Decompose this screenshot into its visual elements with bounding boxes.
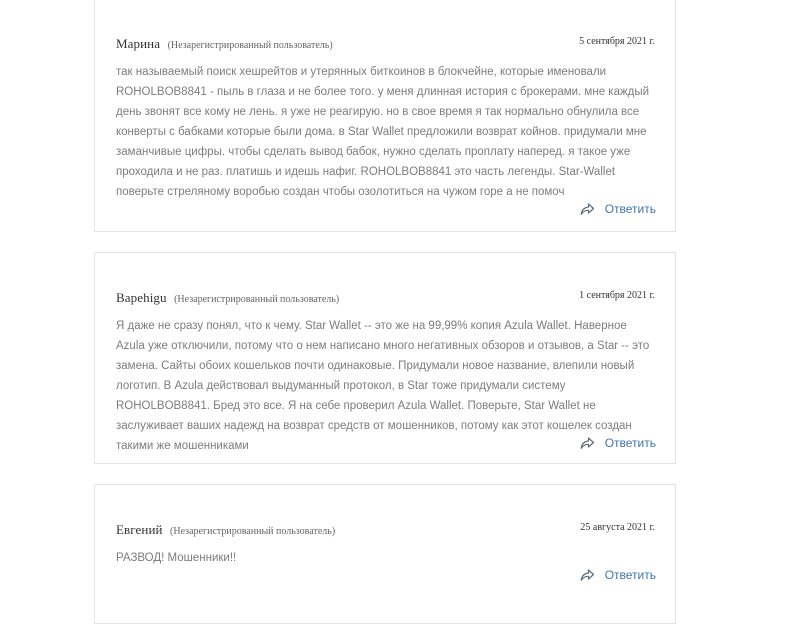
comment-card	[94, 252, 676, 464]
comment-text: Я даже не сразу понял, что к чему. Star Wallet -- это же на 99,99% копия Azula Wallet. Наверное Azula уже отключили, потому что о нем написано много негативных обзоров и отзывов, а Star -- это замена. Сайты обоих кошельков почти одинаковые. Придумали новое название, влепили новый логотип. В Azula действовал выдуманный протокол, в Star тоже придумали систему ROHOLBOB8841. Бред это все. Я на себе проверил Azula Wallet. Поверьте, Star Wallet не заслуживает ваших надежд на возврат средств от мошенников, потому как этот кошелек создан такими же мошенниками	[116, 320, 650, 452]
comment-author-role: (Незарегистрированный пользователь)	[167, 40, 333, 51]
comment-date: 5 сентября 2021 г.	[579, 36, 655, 47]
comment-header	[116, 289, 655, 305]
comment-text: так называемый поиск хешрейтов и утерянных биткоинов в блокчейне, которые именовали ROHOLBOB8841 - пыль в глаза и не более того. у меня длинная история с брокерами. мне каждый день звонят все кому не лень. я уже не реагирую. но в свое время я так нормально обнулила все конверты с бабками которые были дома. в Star Wallet предложили возврат койнов. придумали мне заманчивые цифры. чтобы сделать вывод бабок, нужно сделать проплату наперед. я такое уже проходила и не раз. платишь и идешь нафиг. ROHOLBOB8841 это часть легенды. Star-Wallet поверьте стреляному воробью создан чтобы озолотиться на чужом горе а не помоч	[116, 66, 650, 198]
comment-date: 1 сентября 2021 г.	[579, 290, 655, 301]
reply-arrow-icon	[580, 569, 595, 582]
comment-text: РАЗВОД! Мошенники!!	[116, 552, 237, 564]
reply-button-label: Ответить	[604, 436, 656, 450]
comment-author-role: (Незарегистрированный пользователь)	[174, 294, 340, 305]
reply-button-label: Ответить	[604, 568, 656, 582]
comment-header	[116, 35, 655, 51]
reply-button[interactable]	[580, 567, 656, 583]
comment-header	[116, 521, 655, 537]
comment-author: Евгений	[116, 522, 163, 537]
comment-author: Bapehigu	[116, 290, 167, 305]
comment-author-role: (Незарегистрированный пользователь)	[170, 526, 336, 537]
reply-arrow-icon	[580, 203, 595, 216]
reply-arrow-icon	[580, 437, 595, 450]
comment-card	[94, 0, 676, 232]
comment-date: 25 августа 2021 г.	[580, 522, 655, 533]
comment-author: Марина	[116, 36, 161, 51]
reply-button-label: Ответить	[604, 202, 656, 216]
comment-card	[94, 484, 676, 624]
reply-button[interactable]	[580, 201, 656, 217]
reply-button[interactable]	[580, 435, 656, 451]
